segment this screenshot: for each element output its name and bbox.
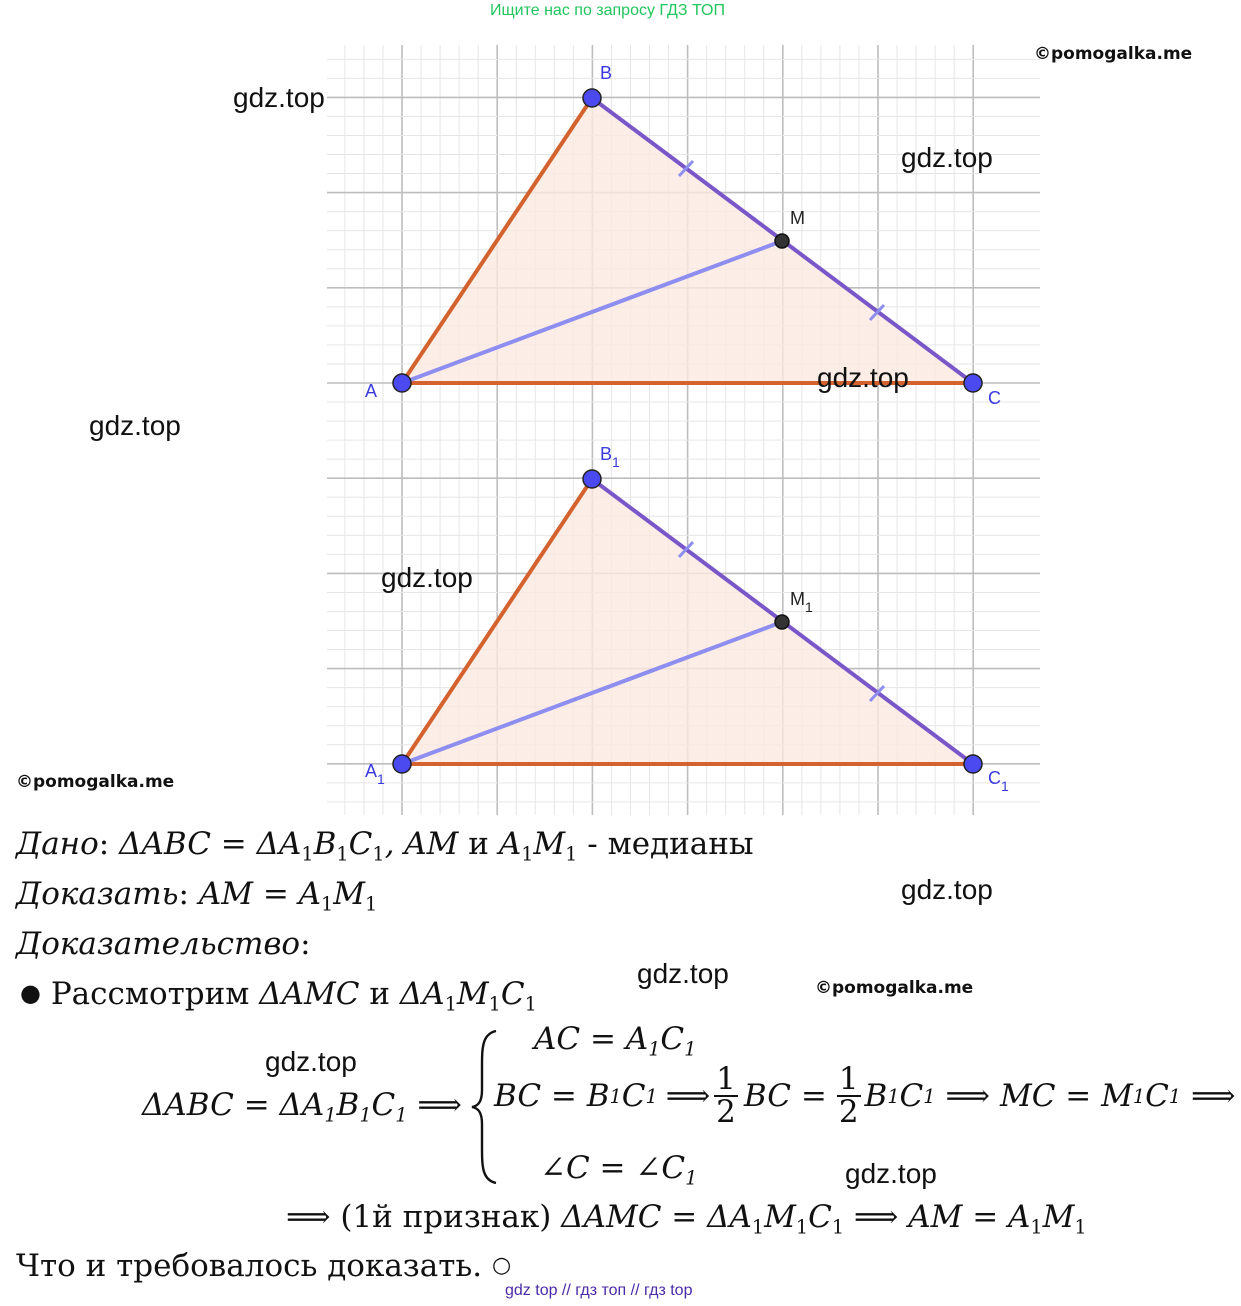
watermark-gdz: gdz.top [901, 874, 993, 905]
point-c [964, 374, 982, 392]
label-a: A [365, 381, 378, 401]
header-note: Ищите нас по запросу ГДЗ ТОП [490, 2, 725, 19]
point-b [583, 89, 601, 107]
given-line: Дано: $\Delta ABC = \Delta A_1B_1C_1$, AM и $A_1M_1$ - медианы [16, 826, 754, 866]
system-row-2: BC = B 1 C 1 ⟹ $\frac{1}{2}$ BC = $\frac{1}{2}$ B 1 C 1 ⟹ MC = M 1 C 1 ⟹ [494, 1061, 1236, 1130]
watermark-gdz: gdz.top [381, 562, 473, 593]
bullet-icon: ● [20, 979, 41, 1007]
fraction-half: $\frac{1}{2}$ [838, 1061, 859, 1130]
fraction-half: $\frac{1}{2}$ [716, 1061, 736, 1130]
qed-line: Что и требовалось доказать. ○ [16, 1248, 512, 1284]
footer-links[interactable]: gdz top // гдз топ // гдз top [505, 1282, 693, 1299]
watermark-gdz: gdz.top [89, 410, 181, 441]
proof-heading: Доказательство: [16, 926, 311, 962]
watermark-gdz: gdz.top [233, 82, 325, 113]
point-b1 [583, 470, 601, 488]
label-b1: $B_1$ [600, 444, 620, 470]
watermark-gdz: gdz.top [845, 1158, 937, 1189]
point-c1 [964, 755, 982, 773]
point-a1 [393, 755, 411, 773]
point-m1 [775, 615, 789, 629]
watermark-pomogalka: ©pomogalka.me [1034, 44, 1193, 64]
qed-circle-icon: ○ [491, 1253, 512, 1278]
label-a1: $A_1$ [365, 761, 385, 787]
system-lhs: $\Delta ABC = \Delta A_1B_1C_1$ ⟹ [142, 1087, 462, 1127]
label-c1: $C_1$ [988, 768, 1009, 794]
point-m [775, 234, 789, 248]
label-b: B [600, 63, 613, 83]
prove-line: Доказать: AM = $A_1M_1$ [16, 876, 378, 916]
consider-line: ● Рассмотрим ΔAMC и $\Delta A_1M_1C_1$ [20, 976, 537, 1016]
watermark-pomogalka: ©pomogalka.me [16, 772, 175, 792]
conclusion-line: ⟹ (1й признак) $\Delta AMC = \Delta A_1M_1C_1$ ⟹ AM = $A_1M_1$ [286, 1199, 1087, 1239]
watermark-gdz: gdz.top [901, 142, 993, 173]
label-m1: $M_1$ [790, 589, 813, 615]
watermark-gdz: gdz.top [817, 362, 909, 393]
watermark-gdz: gdz.top [637, 958, 729, 989]
watermark-gdz: gdz.top [265, 1046, 357, 1077]
label-c: C [988, 388, 1001, 408]
system-row-3: ∠C = $\angle C_1$ [540, 1150, 698, 1190]
label-m: M [790, 208, 805, 228]
point-a [393, 374, 411, 392]
watermark-pomogalka: ©pomogalka.me [815, 978, 974, 998]
system-row-1: AC = $A_1C_1$ [534, 1021, 697, 1061]
